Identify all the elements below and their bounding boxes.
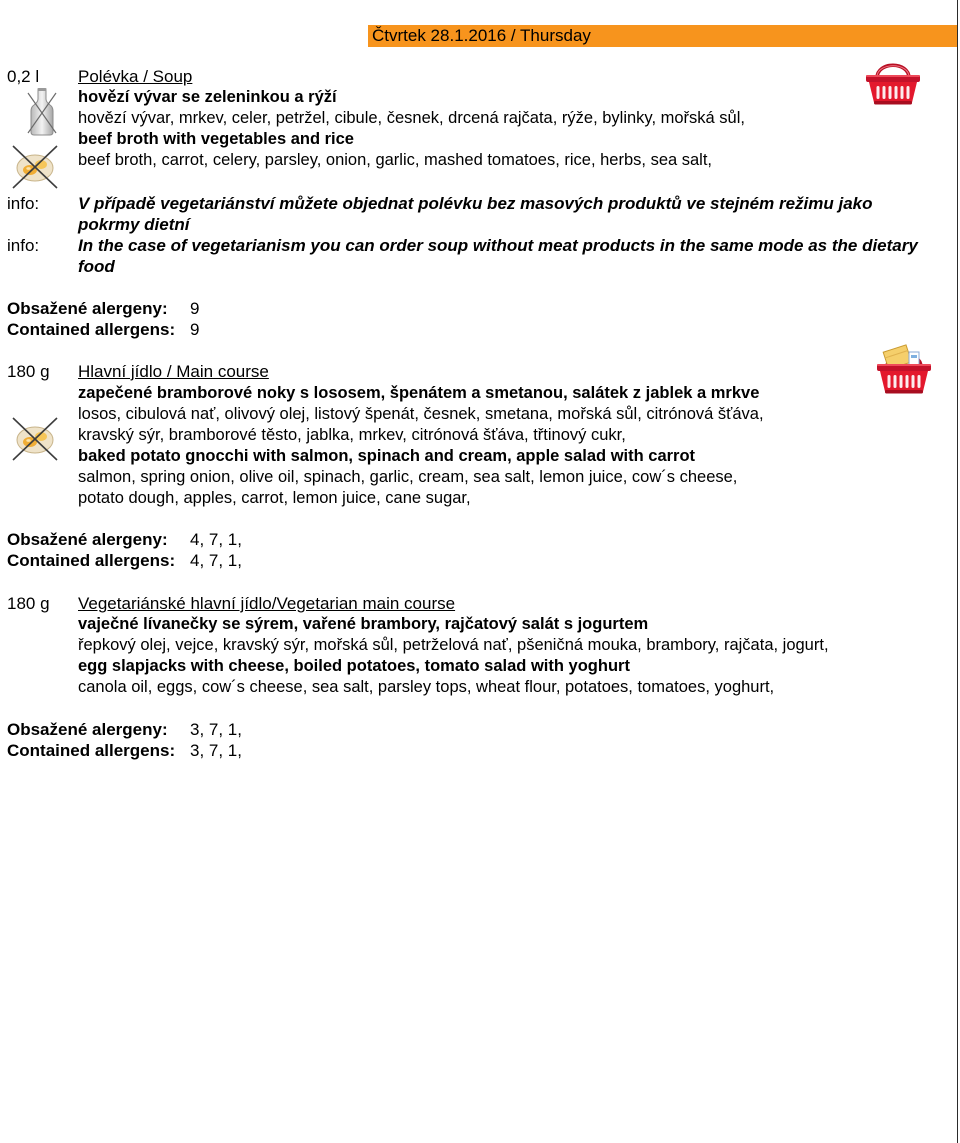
allergens-label-cz: Obsažené alergeny: (7, 299, 168, 318)
vegetarian-course-allergens-en: 3, 7, 1, (190, 741, 242, 760)
vegetarian-course-heading: Vegetariánské hlavní jídlo/Vegetarian main course (78, 594, 456, 613)
main-course-allergens-cz: 4, 7, 1, (190, 530, 242, 549)
main-course-ingredients-en-line-1: salmon, spring onion, olive oil, spinach, garlic, cream, sea salt, lemon juice, cow´s cheese, (78, 468, 738, 486)
vegetarian-course-section (0, 590, 957, 766)
main-course-allergens-en: 4, 7, 1, (190, 551, 242, 570)
main-course-name-en: baked potato gnocchi with salmon, spinach and cream, apple salad with carrot (78, 447, 696, 465)
vegetarian-course-ingredients-cz: řepkový olej, vejce, kravský sýr, mořská sůl, petrželová nať, pšeničná mouka, brambory, rajčata, jogurt, (78, 636, 829, 654)
vegetarian-course-portion: 180 g (7, 594, 50, 613)
main-course-name-cz: zapečené bramborové noky s lososem, špenátem a smetanou, salátek z jablek a mrkve (78, 384, 760, 402)
allergens-label-cz: Obsažené alergeny: (7, 530, 168, 549)
vegetarian-course-name-en: egg slapjacks with cheese, boiled potatoes, tomato salad with yoghurt (78, 657, 630, 675)
soup-ingredients-cz: hovězí vývar, mrkev, celer, petržel, cibule, česnek, drcená rajčata, rýže, bylinky, mořská sůl, (78, 109, 745, 127)
page-border-right (957, 0, 958, 1143)
shopping-basket-full-icon (874, 343, 934, 395)
main-course-ingredients-cz-line-2: kravský sýr, bramborové těsto, jablka, mrkev, citrónová šťáva, třtinový cukr, (78, 426, 626, 444)
shopping-basket-icon (863, 56, 923, 106)
main-course-heading: Hlavní jídlo / Main course (78, 362, 269, 381)
soup-info-en-line-1: In the case of vegetarianism you can order soup without meat products in the same mode as the dietary (78, 236, 918, 255)
bottle-crossed-icon (25, 87, 59, 137)
info-label-en: info: (7, 236, 40, 255)
date-header-text: Čtvrtek 28.1.2016 / Thursday (372, 26, 591, 45)
vegetarian-course-allergens-cz: 3, 7, 1, (190, 720, 242, 739)
soup-info-cz-line-1: V případě vegetariánství můžete objednat polévku bez masových produktů ve stejném režimu jako (78, 194, 873, 213)
allergens-label-en: Contained allergens: (7, 551, 176, 570)
soup-section (0, 56, 957, 346)
soup-ingredients-en: beef broth, carrot, celery, parsley, onion, garlic, mashed tomatoes, rice, herbs, sea salt, (78, 151, 713, 169)
soup-info-en-line-2: food (78, 257, 115, 276)
soup-heading: Polévka / Soup (78, 67, 193, 86)
main-course-section (0, 343, 957, 575)
allergens-label-cz: Obsažené alergeny: (7, 720, 168, 739)
vegetarian-course-name-cz: vaječné lívanečky se sýrem, vařené brambory, rajčatový salát s jogurtem (78, 615, 649, 633)
allergens-label-en: Contained allergens: (7, 320, 176, 339)
soup-allergens-en: 9 (190, 320, 200, 339)
main-course-ingredients-cz-line-1: losos, cibulová nať, olivový olej, listový špenát, česnek, smetana, mořská sůl, citrónová šťáva, (78, 405, 764, 423)
soup-name-en: beef broth with vegetables and rice (78, 130, 354, 148)
soup-name-cz: hovězí vývar se zeleninkou a rýží (78, 88, 337, 106)
egg-crossed-icon (10, 412, 60, 464)
soup-info-cz-line-2: pokrmy dietní (78, 215, 190, 234)
main-course-portion: 180 g (7, 362, 50, 381)
egg-crossed-icon (10, 140, 60, 192)
date-header-bar (368, 25, 957, 47)
soup-portion: 0,2 l (7, 67, 40, 86)
main-course-ingredients-en-line-2: potato dough, apples, carrot, lemon juice, cane sugar, (78, 489, 471, 507)
allergens-label-en: Contained allergens: (7, 741, 176, 760)
soup-allergens-cz: 9 (190, 299, 200, 318)
info-label-cz: info: (7, 194, 40, 213)
vegetarian-course-ingredients-en: canola oil, eggs, cow´s cheese, sea salt, parsley tops, wheat flour, potatoes, tomatoes, yoghurt, (78, 678, 775, 696)
